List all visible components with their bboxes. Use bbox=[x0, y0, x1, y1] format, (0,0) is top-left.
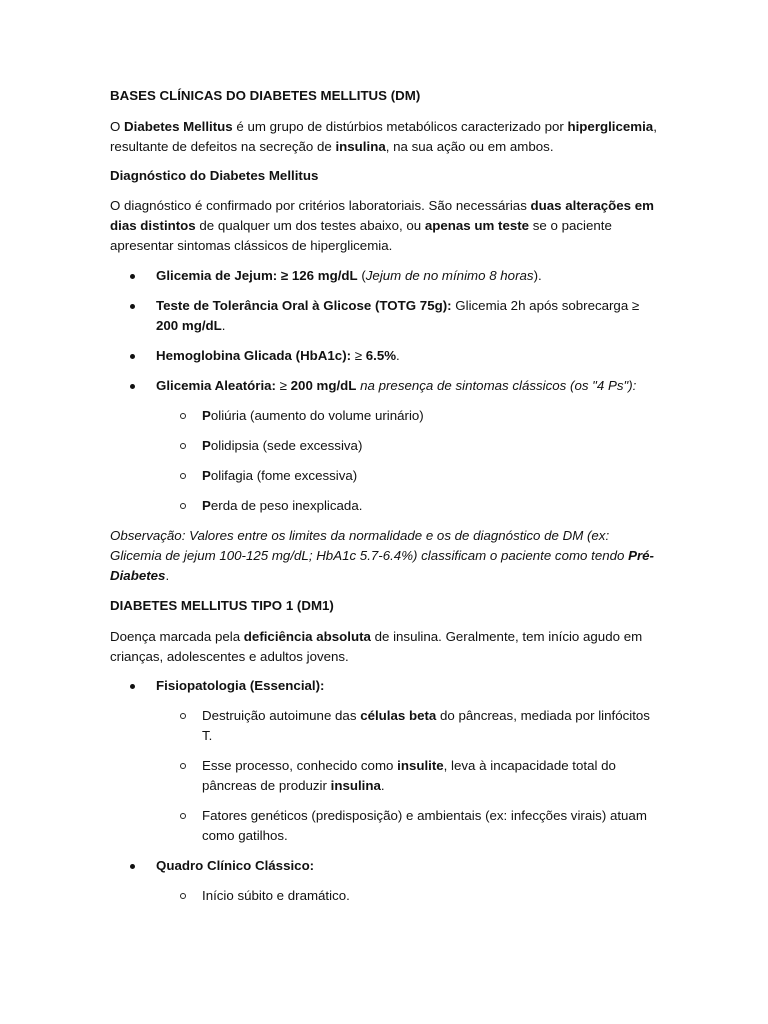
four-ps-list bbox=[110, 406, 658, 516]
observation-paragraph bbox=[110, 526, 658, 586]
circle-bullet-icon bbox=[180, 413, 186, 419]
dm1-heading: DIABETES MELLITUS TIPO 1 (DM1) bbox=[110, 598, 334, 613]
dm1-list bbox=[110, 676, 658, 906]
observation-term-pre-diabetes: Pré-Diabetes bbox=[110, 548, 654, 583]
fisio-text-end: do pâncreas, mediada por linfócitos T. bbox=[202, 708, 650, 743]
intro-text-4: , na sua ação ou em ambos. bbox=[385, 139, 554, 154]
intro-text-1: O bbox=[110, 119, 125, 134]
criteria-text: Glicemia 2h após sobrecarga ≥ bbox=[451, 298, 640, 313]
observation-text-end: . bbox=[165, 568, 170, 583]
criteria-text: ≥ bbox=[351, 348, 366, 363]
diag-text-3: se o paciente apresentar sintomas clássicos de hiperglicemia. bbox=[110, 218, 612, 253]
quadro-clinico-item bbox=[110, 856, 658, 906]
fisio-text-end: . bbox=[380, 778, 385, 793]
intro-term-hiperglicemia: hiperglicemia bbox=[567, 119, 654, 134]
criteria-text-end: . bbox=[221, 318, 226, 333]
diagnosis-paragraph bbox=[110, 196, 658, 256]
criteria-label: Glicemia Aleatória: bbox=[156, 378, 276, 393]
fisio-subitem bbox=[156, 806, 658, 846]
circle-bullet-icon bbox=[180, 503, 186, 509]
intro-term-diabetes: Diabetes Mellitus bbox=[124, 119, 233, 134]
criteria-text-end: . bbox=[396, 348, 400, 363]
intro-paragraph bbox=[110, 117, 658, 157]
dm1-paragraph bbox=[110, 627, 658, 667]
four-ps-letter: P bbox=[202, 468, 211, 483]
criteria-text: ( bbox=[357, 268, 366, 283]
dm1-term-deficiencia: deficiência absoluta bbox=[243, 629, 371, 644]
intro-term-insulina: insulina bbox=[335, 139, 386, 154]
intro-text-2: é um grupo de distúrbios metabólicos caracterizado por bbox=[232, 119, 568, 134]
fisio-term-2: insulina bbox=[330, 778, 381, 793]
circle-bullet-icon bbox=[180, 713, 186, 719]
document-content bbox=[110, 86, 658, 916]
document-title: BASES CLÍNICAS DO DIABETES MELLITUS (DM) bbox=[110, 88, 421, 103]
four-ps-item bbox=[156, 406, 658, 426]
diagnosis-heading: Diagnóstico do Diabetes Mellitus bbox=[110, 168, 319, 183]
diag-text-1: O diagnóstico é confirmado por critérios laboratoriais. São necessárias bbox=[110, 198, 531, 213]
quadro-clinico-label: Quadro Clínico Clássico: bbox=[156, 858, 315, 873]
four-ps-letter: P bbox=[202, 498, 211, 513]
fisiopatologia-item bbox=[110, 676, 658, 846]
diag-term-duas-alteracoes: duas alterações em dias distintos bbox=[110, 198, 654, 233]
bullet-icon bbox=[130, 304, 135, 309]
bullet-icon bbox=[130, 684, 135, 689]
criteria-value: 200 mg/dL bbox=[156, 318, 222, 333]
bullet-icon bbox=[130, 274, 135, 279]
observation-text: Observação: Valores entre os limites da normalidade e os de diagnóstico de DM (ex: Glicemia de jejum 100-125 mg/dL; HbA1c 5.7-6.4%) classificam o paciente como tendo bbox=[110, 528, 629, 563]
diag-text-2: de qualquer um dos testes abaixo, ou bbox=[195, 218, 425, 233]
circle-bullet-icon bbox=[180, 443, 186, 449]
criteria-label: Hemoglobina Glicada (HbA1c): bbox=[156, 348, 352, 363]
four-ps-text: oliúria (aumento do volume urinário) bbox=[210, 408, 424, 423]
fisiopatologia-label: Fisiopatologia (Essencial): bbox=[156, 678, 325, 693]
criteria-item-glicemia-jejum bbox=[110, 266, 658, 286]
criteria-list bbox=[110, 266, 658, 516]
dm1-text-2: de insulina. Geralmente, tem início agudo em crianças, adolescentes e adultos jovens. bbox=[110, 629, 643, 664]
fisiopatologia-sublist bbox=[110, 706, 658, 846]
fisio-term: insulite bbox=[397, 758, 444, 773]
four-ps-text: olifagia (fome excessiva) bbox=[210, 468, 358, 483]
criteria-note: Jejum de no mínimo 8 horas bbox=[365, 268, 534, 283]
fisio-text: Esse processo, conhecido como bbox=[202, 758, 398, 773]
criteria-item-glicemia-aleatoria bbox=[110, 376, 658, 516]
criteria-label: Teste de Tolerância Oral à Glicose (TOTG 75g): bbox=[156, 298, 452, 313]
quadro-text: Início súbito e dramático. bbox=[202, 888, 350, 903]
bullet-icon bbox=[130, 864, 135, 869]
circle-bullet-icon bbox=[180, 473, 186, 479]
four-ps-item bbox=[156, 466, 658, 486]
fisio-text: Destruição autoimune das bbox=[202, 708, 361, 723]
bullet-icon bbox=[130, 354, 135, 359]
four-ps-item bbox=[156, 436, 658, 456]
circle-bullet-icon bbox=[180, 763, 186, 769]
criteria-value: 200 mg/dL bbox=[290, 378, 357, 393]
criteria-item-hba1c bbox=[110, 346, 658, 366]
bullet-icon bbox=[130, 384, 135, 389]
fisio-subitem bbox=[156, 706, 658, 746]
four-ps-letter: P bbox=[202, 408, 211, 423]
fisio-text: Fatores genéticos (predisposição) e ambientais (ex: infecções virais) atuam como gatilhos. bbox=[202, 808, 647, 843]
criteria-label: Glicemia de Jejum: bbox=[156, 268, 278, 283]
criteria-value: 6.5% bbox=[365, 348, 397, 363]
intro-text-3: , resultante de defeitos na secreção de bbox=[110, 119, 657, 154]
criteria-note: na presença de sintomas clássicos (os "4 Ps"): bbox=[356, 378, 637, 393]
criteria-item-totg bbox=[110, 296, 658, 336]
circle-bullet-icon bbox=[180, 813, 186, 819]
fisio-text-mid: , leva à incapacidade total do pâncreas de produzir bbox=[202, 758, 616, 793]
circle-bullet-icon bbox=[180, 893, 186, 899]
quadro-subitem bbox=[156, 886, 658, 906]
quadro-clinico-sublist bbox=[110, 886, 658, 906]
criteria-value: ≥ 126 mg/dL bbox=[277, 268, 358, 283]
four-ps-text: olidipsia (sede excessiva) bbox=[210, 438, 363, 453]
four-ps-item bbox=[156, 496, 658, 516]
criteria-text: ≥ bbox=[275, 378, 291, 393]
criteria-text-end: ). bbox=[533, 268, 542, 283]
four-ps-letter: P bbox=[202, 438, 211, 453]
diag-term-apenas-um-teste: apenas um teste bbox=[424, 218, 530, 233]
dm1-text-1: Doença marcada pela bbox=[110, 629, 244, 644]
four-ps-text: erda de peso inexplicada. bbox=[210, 498, 363, 513]
fisio-subitem bbox=[156, 756, 658, 796]
fisio-term: células beta bbox=[360, 708, 437, 723]
